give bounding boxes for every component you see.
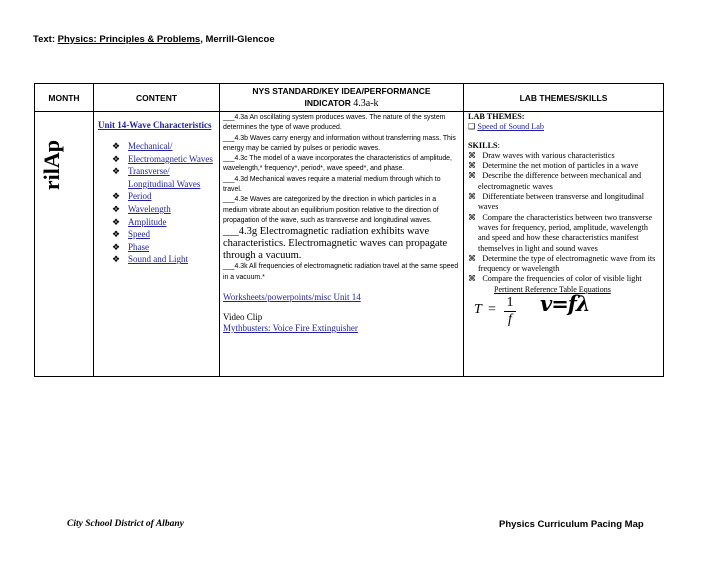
topic-link[interactable]: Period <box>128 191 152 202</box>
col-lab <box>464 84 664 112</box>
spacer <box>468 133 660 141</box>
lab-cell <box>464 112 664 377</box>
col-standard <box>220 84 464 112</box>
skill-item <box>468 192 660 213</box>
diamond-bullet-icon: ❖ <box>112 203 121 214</box>
skill-item <box>468 254 660 275</box>
skill-text: Determine the net motion of particles in a wave <box>482 161 639 171</box>
command-bullet-icon: ⌘ <box>468 150 477 160</box>
diamond-bullet-icon: ❖ <box>112 229 121 240</box>
content-cell <box>94 112 220 377</box>
text-prefix: Text: <box>33 34 55 45</box>
spacer <box>223 303 460 312</box>
topic-link[interactable]: Wavelength <box>128 203 171 214</box>
col-month <box>35 84 94 112</box>
topic-link[interactable]: Transverse/ Longitudinal Waves <box>128 166 201 189</box>
topic-item <box>110 253 217 266</box>
diamond-bullet-icon: ❖ <box>112 141 121 151</box>
command-bullet-icon: ⌘ <box>468 161 477 171</box>
diamond-bullet-icon: ❖ <box>112 254 121 265</box>
topic-item <box>110 165 217 190</box>
footer-district: City School District of Albany <box>67 519 184 529</box>
formula-area <box>468 291 660 335</box>
book-title: Physics: Principles & Problems <box>57 34 201 45</box>
col-lab-label: LAB THEMES/SKILLS <box>519 92 608 103</box>
standard-4-3g: ___4.3g Electromagnetic radiation exhibits wave characteristics. Electromagnetic waves can propagate through a vacuum. <box>223 226 448 262</box>
publisher: , Merrill-Glencoe <box>200 34 275 45</box>
col-standard-indicator: 4.3a-k <box>353 98 379 109</box>
standard-4-3a: ___4.3a An oscillating system produces waves. The nature of the system determines the type of wave produced. <box>223 114 446 132</box>
col-month-label: MONTH <box>48 92 80 103</box>
command-bullet-icon: ⌘ <box>468 253 477 263</box>
topic-item <box>110 153 217 166</box>
skill-item <box>468 274 660 284</box>
topic-item <box>110 203 217 216</box>
skills-colon: : <box>497 140 500 150</box>
diamond-bullet-icon: ❖ <box>112 216 121 227</box>
command-bullet-icon: ⌘ <box>468 171 477 181</box>
col-content <box>94 84 220 112</box>
footer-title: Physics Curriculum Pacing Map <box>499 519 644 530</box>
topic-link[interactable]: Mechanical/ <box>128 141 173 151</box>
topic-link[interactable]: Speed <box>128 229 150 240</box>
reference-table-title: Pertinent Reference Table Equations <box>494 284 611 294</box>
col-standard-indicator-label: INDICATOR <box>304 98 351 108</box>
skill-item <box>468 151 660 161</box>
topic-item <box>110 228 217 241</box>
col-standard-line1: NYS STANDARD/KEY IDEA/PERFORMANCE <box>252 86 431 96</box>
skill-text: Compare the frequencies of color of visible light <box>482 274 642 284</box>
skill-text: Describe the difference between mechanical and electromagnetic waves <box>478 171 642 191</box>
topic-item <box>110 216 217 229</box>
standard-4-3e: ___4.3e Waves are categorized by the direction in which particles in a medium vibrate about an equilibrium position relative to the direction of propagation of the wave, such as transverse and longitudinal waves. <box>223 196 439 224</box>
month-name: rilAp <box>39 140 64 191</box>
standard-4-3c: ___4.3c The model of a wave incorporates the characteristics of amplitude, wavelength,* frequency*, period*, wave speed*, and phase. <box>223 155 452 173</box>
fraction-denominator: f <box>508 312 512 328</box>
skill-text: Determine the type of electromagnetic wave from its frequency or wavelength <box>478 253 656 274</box>
lab-themes-heading: LAB THEMES: <box>468 112 525 121</box>
topic-list <box>98 140 217 266</box>
col-standard-line2 <box>220 97 463 110</box>
period-fraction <box>504 295 516 328</box>
topic-link[interactable]: Electromagnetic Waves <box>128 153 213 164</box>
skill-item <box>468 213 660 254</box>
header-row <box>35 84 664 112</box>
command-bullet-icon: ⌘ <box>468 274 477 284</box>
command-bullet-icon: ⌘ <box>468 192 477 202</box>
standard-4-3k: ___4.3k All frequencies of electromagnetic radiation travel at the same speed in a vacuum.* <box>223 263 459 281</box>
pacing-table <box>34 83 664 377</box>
skill-text: Draw waves with various characteristics <box>482 150 615 160</box>
month-cell <box>35 112 94 377</box>
fraction-numerator: 1 <box>504 295 516 312</box>
skill-text: Differentiate between transverse and longitudinal waves <box>478 192 645 212</box>
diamond-bullet-icon: ❖ <box>112 166 121 177</box>
worksheets-link[interactable]: Worksheets/powerpoints/misc Unit 14 <box>223 291 361 302</box>
video-clip-label: Video Clip <box>223 311 263 322</box>
skills-heading-label: SKILLS <box>468 140 498 150</box>
topic-link[interactable]: Phase <box>128 241 149 252</box>
speed-of-sound-lab-link[interactable]: Speed of Sound Lab <box>477 122 545 132</box>
content-row <box>35 112 664 377</box>
unit-title-link[interactable]: Unit 14-Wave Characteristics <box>98 120 212 130</box>
video-clip-link[interactable]: Mythbusters: Voice Fire Extinguisher <box>223 322 358 333</box>
command-bullet-icon: ⌘ <box>468 212 477 222</box>
skill-item <box>468 171 660 192</box>
col-content-label: CONTENT <box>135 92 178 103</box>
skills-heading <box>468 141 660 151</box>
topic-item <box>110 140 217 153</box>
standard-4-3d: ___4.3d Mechanical waves require a material medium through which to travel. <box>223 175 441 194</box>
topic-link[interactable]: Amplitude <box>128 216 167 227</box>
diamond-bullet-icon: ❖ <box>112 241 121 252</box>
checkbox-icon: ❑ <box>468 122 476 132</box>
topic-item <box>110 241 217 254</box>
wave-speed-equation: v=fλ <box>540 291 590 317</box>
topic-item <box>110 190 217 203</box>
diamond-bullet-icon: ❖ <box>112 191 121 202</box>
diamond-bullet-icon: ❖ <box>112 153 121 164</box>
skill-item <box>468 161 660 171</box>
equals-sign: = <box>488 302 496 318</box>
lab-theme-item <box>468 122 660 132</box>
text-reference <box>33 34 275 45</box>
period-variable: T <box>474 302 482 318</box>
spacer <box>223 283 460 292</box>
skill-text: Compare the characteristics between two transverse waves for frequency, period, amplitude, wavelength and speed and how these characteristics manifest themselves in light and sound waves <box>478 212 653 253</box>
standard-4-3b: ___4.3b Waves carry energy and information without transferring mass. This energy may be carried by pulses or periodic waves. <box>223 134 456 152</box>
topic-link[interactable]: Sound and Light <box>128 254 188 265</box>
standards-cell <box>220 112 464 377</box>
